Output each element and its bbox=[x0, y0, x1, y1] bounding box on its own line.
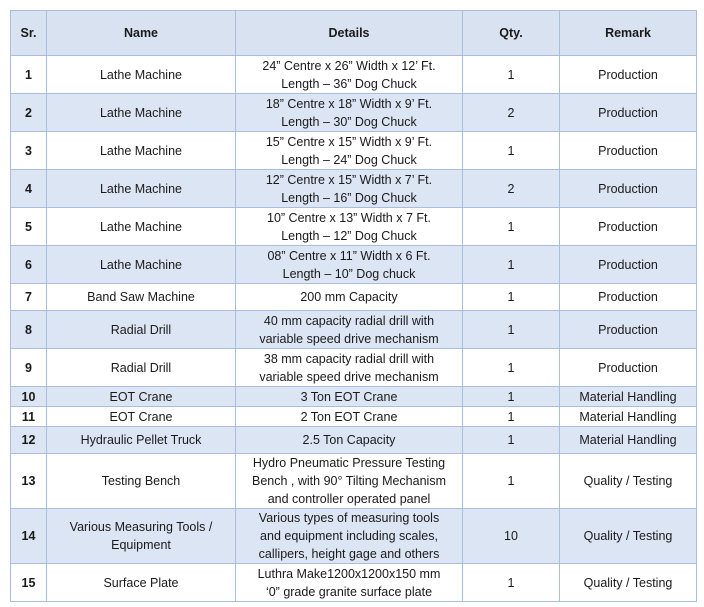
cell-remark: Production bbox=[560, 246, 697, 284]
table-row bbox=[11, 208, 697, 246]
cell-details-line: 200 mm Capacity bbox=[300, 290, 398, 304]
cell-remark: Material Handling bbox=[560, 407, 697, 427]
cell-qty: 1 bbox=[463, 349, 560, 387]
cell-remark: Production bbox=[560, 94, 697, 132]
cell-details-line: and equipment including scales, bbox=[260, 529, 438, 543]
cell-name bbox=[47, 564, 236, 602]
cell-details-line: 15” Centre x 15” Width x 9’ Ft. bbox=[265, 134, 433, 149]
cell-remark: Production bbox=[560, 170, 697, 208]
cell-name-line: Lathe Machine bbox=[99, 219, 182, 234]
cell-name bbox=[47, 387, 236, 407]
cell-name bbox=[47, 132, 236, 170]
header-details: Details bbox=[236, 11, 463, 56]
table-row bbox=[11, 170, 697, 208]
cell-sr: 7 bbox=[11, 284, 47, 311]
cell-name bbox=[47, 56, 236, 94]
header-sr: Sr. bbox=[11, 11, 47, 56]
cell-qty: 1 bbox=[463, 564, 560, 602]
table-body bbox=[11, 56, 697, 602]
table-row bbox=[11, 349, 697, 387]
cell-name-line: EOT Crane bbox=[109, 409, 173, 424]
cell-sr: 3 bbox=[11, 132, 47, 170]
cell-name-line: Testing Bench bbox=[101, 474, 181, 488]
cell-details bbox=[236, 407, 463, 427]
cell-details bbox=[236, 509, 463, 564]
cell-details-line: Length – 12” Dog Chuck bbox=[281, 228, 417, 243]
cell-sr: 5 bbox=[11, 208, 47, 246]
cell-remark: Quality / Testing bbox=[560, 454, 697, 509]
cell-details bbox=[236, 564, 463, 602]
cell-details bbox=[236, 311, 463, 349]
cell-qty: 2 bbox=[463, 170, 560, 208]
cell-remark: Production bbox=[560, 349, 697, 387]
cell-details bbox=[236, 284, 463, 311]
equipment-table bbox=[10, 10, 697, 602]
cell-details-line: variable speed drive mechanism bbox=[259, 331, 439, 346]
cell-name-line: Lathe Machine bbox=[99, 257, 182, 272]
cell-remark: Material Handling bbox=[560, 427, 697, 454]
cell-details bbox=[236, 427, 463, 454]
cell-name bbox=[47, 246, 236, 284]
cell-remark: Quality / Testing bbox=[560, 564, 697, 602]
table-row bbox=[11, 427, 697, 454]
cell-details-line: Length – 10” Dog chuck bbox=[282, 266, 416, 281]
cell-qty: 1 bbox=[463, 208, 560, 246]
header-remark: Remark bbox=[560, 11, 697, 56]
cell-qty: 1 bbox=[463, 246, 560, 284]
cell-details bbox=[236, 94, 463, 132]
cell-sr: 9 bbox=[11, 349, 47, 387]
cell-name-line: Equipment bbox=[111, 538, 171, 552]
table-row bbox=[11, 387, 697, 407]
cell-sr: 2 bbox=[11, 94, 47, 132]
cell-details-line: Length – 30” Dog Chuck bbox=[281, 114, 417, 129]
cell-qty: 1 bbox=[463, 56, 560, 94]
table-row bbox=[11, 407, 697, 427]
cell-name-line: Lathe Machine bbox=[99, 143, 182, 158]
header-name: Name bbox=[47, 11, 236, 56]
cell-details-line: callipers, height gage and others bbox=[258, 547, 440, 561]
cell-details bbox=[236, 208, 463, 246]
cell-qty: 1 bbox=[463, 407, 560, 427]
cell-details-line: 10” Centre x 13” Width x 7 Ft. bbox=[267, 210, 431, 225]
cell-details-line: 08” Centre x 11” Width x 6 Ft. bbox=[267, 248, 431, 263]
table-row bbox=[11, 246, 697, 284]
cell-name-line: Band Saw Machine bbox=[87, 290, 195, 304]
cell-details-line: 40 mm capacity radial drill with bbox=[263, 313, 435, 328]
cell-sr: 4 bbox=[11, 170, 47, 208]
cell-name-line: Radial Drill bbox=[110, 360, 172, 375]
cell-details-line: Luthra Make1200x1200x150 mm bbox=[257, 566, 441, 581]
cell-qty: 1 bbox=[463, 132, 560, 170]
header-qty: Qty. bbox=[463, 11, 560, 56]
cell-sr: 6 bbox=[11, 246, 47, 284]
cell-details-line: ‘0” grade granite surface plate bbox=[265, 584, 433, 599]
cell-name-line: Hydraulic Pellet Truck bbox=[80, 433, 202, 447]
cell-name bbox=[47, 407, 236, 427]
cell-details bbox=[236, 246, 463, 284]
table-row bbox=[11, 284, 697, 311]
cell-details bbox=[236, 454, 463, 509]
cell-qty: 1 bbox=[463, 454, 560, 509]
cell-qty: 1 bbox=[463, 311, 560, 349]
cell-remark: Production bbox=[560, 208, 697, 246]
cell-sr: 13 bbox=[11, 454, 47, 509]
cell-qty: 10 bbox=[463, 509, 560, 564]
cell-qty: 1 bbox=[463, 387, 560, 407]
cell-name-line: Various Measuring Tools / bbox=[69, 520, 213, 534]
table-row bbox=[11, 56, 697, 94]
cell-details bbox=[236, 56, 463, 94]
cell-details bbox=[236, 387, 463, 407]
cell-details-line: 24” Centre x 26” Width x 12’ Ft. bbox=[262, 58, 436, 73]
cell-remark: Production bbox=[560, 132, 697, 170]
cell-name bbox=[47, 454, 236, 509]
cell-details-line: Length – 16” Dog Chuck bbox=[281, 190, 417, 205]
cell-details-line: Length – 24” Dog Chuck bbox=[281, 152, 417, 167]
cell-qty: 1 bbox=[463, 284, 560, 311]
cell-name-line: Surface Plate bbox=[103, 575, 179, 590]
cell-remark: Production bbox=[560, 311, 697, 349]
cell-details-line: 12” Centre x 15” Width x 7’ Ft. bbox=[265, 172, 433, 187]
cell-remark: Material Handling bbox=[560, 387, 697, 407]
cell-name bbox=[47, 170, 236, 208]
cell-remark: Production bbox=[560, 284, 697, 311]
cell-details-line: and controller operated panel bbox=[267, 492, 431, 506]
cell-sr: 8 bbox=[11, 311, 47, 349]
cell-qty: 1 bbox=[463, 427, 560, 454]
table-row bbox=[11, 94, 697, 132]
cell-details-line: Hydro Pneumatic Pressure Testing bbox=[252, 456, 446, 470]
cell-details bbox=[236, 170, 463, 208]
cell-details-line: Bench , with 90° Tilting Mechanism bbox=[252, 474, 446, 488]
cell-sr: 15 bbox=[11, 564, 47, 602]
cell-name bbox=[47, 349, 236, 387]
cell-name bbox=[47, 311, 236, 349]
cell-name bbox=[47, 509, 236, 564]
cell-sr: 1 bbox=[11, 56, 47, 94]
cell-name bbox=[47, 94, 236, 132]
table-row bbox=[11, 311, 697, 349]
cell-name-line: Lathe Machine bbox=[99, 181, 182, 196]
cell-details bbox=[236, 349, 463, 387]
cell-name bbox=[47, 427, 236, 454]
cell-name-line: Radial Drill bbox=[110, 322, 172, 337]
cell-sr: 10 bbox=[11, 387, 47, 407]
cell-name-line: EOT Crane bbox=[109, 389, 173, 404]
cell-details-line: 2 Ton EOT Crane bbox=[300, 409, 398, 424]
cell-details-line: Length – 36” Dog Chuck bbox=[281, 76, 417, 91]
cell-sr: 12 bbox=[11, 427, 47, 454]
table-row bbox=[11, 454, 697, 509]
table-row bbox=[11, 509, 697, 564]
cell-details bbox=[236, 132, 463, 170]
cell-details-line: 38 mm capacity radial drill with bbox=[263, 351, 435, 366]
cell-name-line: Lathe Machine bbox=[99, 105, 182, 120]
cell-qty: 2 bbox=[463, 94, 560, 132]
cell-sr: 14 bbox=[11, 509, 47, 564]
cell-remark: Production bbox=[560, 56, 697, 94]
cell-details-line: variable speed drive mechanism bbox=[259, 369, 439, 384]
cell-name bbox=[47, 208, 236, 246]
cell-remark: Quality / Testing bbox=[560, 509, 697, 564]
table-header-row bbox=[11, 11, 697, 56]
cell-name-line: Lathe Machine bbox=[99, 67, 182, 82]
table-row bbox=[11, 132, 697, 170]
cell-details-line: 2.5 Ton Capacity bbox=[302, 433, 396, 447]
cell-details-line: 3 Ton EOT Crane bbox=[300, 389, 398, 404]
cell-details-line: Various types of measuring tools bbox=[258, 511, 440, 525]
cell-name bbox=[47, 284, 236, 311]
cell-details-line: 18” Centre x 18” Width x 9’ Ft. bbox=[265, 96, 433, 111]
table-row bbox=[11, 564, 697, 602]
cell-sr: 11 bbox=[11, 407, 47, 427]
